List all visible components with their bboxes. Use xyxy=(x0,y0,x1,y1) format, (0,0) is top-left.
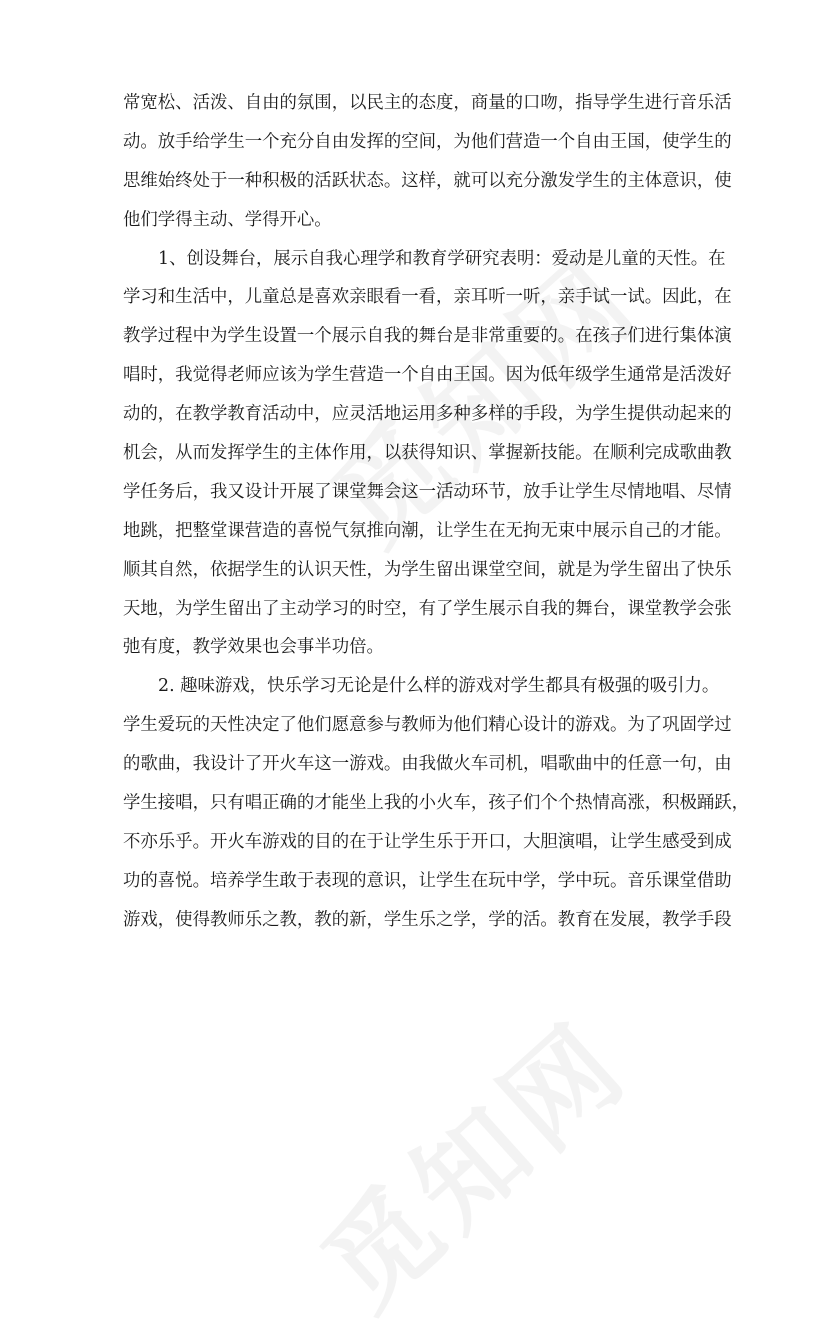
text-line: 他们学得主动、学得开心。 xyxy=(123,209,332,230)
text-line: 游戏，使得教师乐之教，教的新，学生乐之学，学的活。教育在发展，教学手段 xyxy=(123,909,732,930)
text-line: 2. 趣味游戏，快乐学习无论是什么样的游戏对学生都具有极强的吸引力。 xyxy=(158,676,720,697)
text-line: 唱时，我觉得老师应该为学生营造一个自由王国。因为低年级学生通常是活泼好 xyxy=(123,365,732,386)
text-line: 1、创设舞台，展示自我心理学和教育学研究表明：爱动是儿童的天性。在 xyxy=(158,248,726,269)
text-line: 天地，为学生留出了主动学习的时空，有了学生展示自我的舞台，课堂教学会张 xyxy=(123,598,732,619)
text-line: 机会，从而发挥学生的主体作用，以获得知识、掌握新技能。在顺利完成歌曲教 xyxy=(123,443,732,464)
text-line: 的歌曲，我设计了开火车这一游戏。由我做火车司机，唱歌曲中的任意一句，由 xyxy=(123,754,732,775)
text-line: 学生接唱，只有唱正确的才能坐上我的小火车，孩子们个个热情高涨，积极踊跃， xyxy=(123,793,750,814)
text-line: 弛有度，教学效果也会事半功倍。 xyxy=(123,637,384,658)
text-line: 动的，在教学教育活动中，应灵活地运用多种多样的手段，为学生提供动起来的 xyxy=(123,404,732,425)
text-line: 学任务后，我又设计开展了课堂舞会这一活动环节，放手让学生尽情地唱、尽情 xyxy=(123,481,732,502)
text-line: 不亦乐乎。开火车游戏的目的在于让学生乐于开口，大胆演唱，让学生感受到成 xyxy=(123,831,732,852)
text-line: 学习和生活中，儿童总是喜欢亲眼看一看，亲耳听一听，亲手试一试。因此，在 xyxy=(123,287,732,308)
text-line: 动。放手给学生一个充分自由发挥的空间，为他们营造一个自由王国，使学生的 xyxy=(123,131,732,152)
text-line: 地跳，把整堂课营造的喜悦气氛推向潮，让学生在无拘无束中展示自己的才能。 xyxy=(123,520,732,541)
text-line: 思维始终处于一种积极的活跃状态。这样，就可以充分激发学生的主体意识，使 xyxy=(123,170,732,191)
watermark-logo xyxy=(283,980,656,1338)
body-text xyxy=(123,84,750,940)
text-line: 学生爱玩的天性决定了他们愿意参与教师为他们精心设计的游戏。为了巩固学过 xyxy=(123,715,732,736)
text-line: 常宽松、活泼、自由的氛围，以民主的态度，商量的口吻，指导学生进行音乐活 xyxy=(123,93,732,113)
text-line: 教学过程中为学生设置一个展示自我的舞台是非常重要的。在孩子们进行集体演 xyxy=(123,326,732,347)
text-line: 功的喜悦。培养学生敢于表现的意识，让学生在玩中学，学中玩。音乐课堂借助 xyxy=(123,870,732,891)
text-line: 顺其自然，依据学生的认识天性，为学生留出课堂空间，就是为学生留出了快乐 xyxy=(123,559,732,580)
